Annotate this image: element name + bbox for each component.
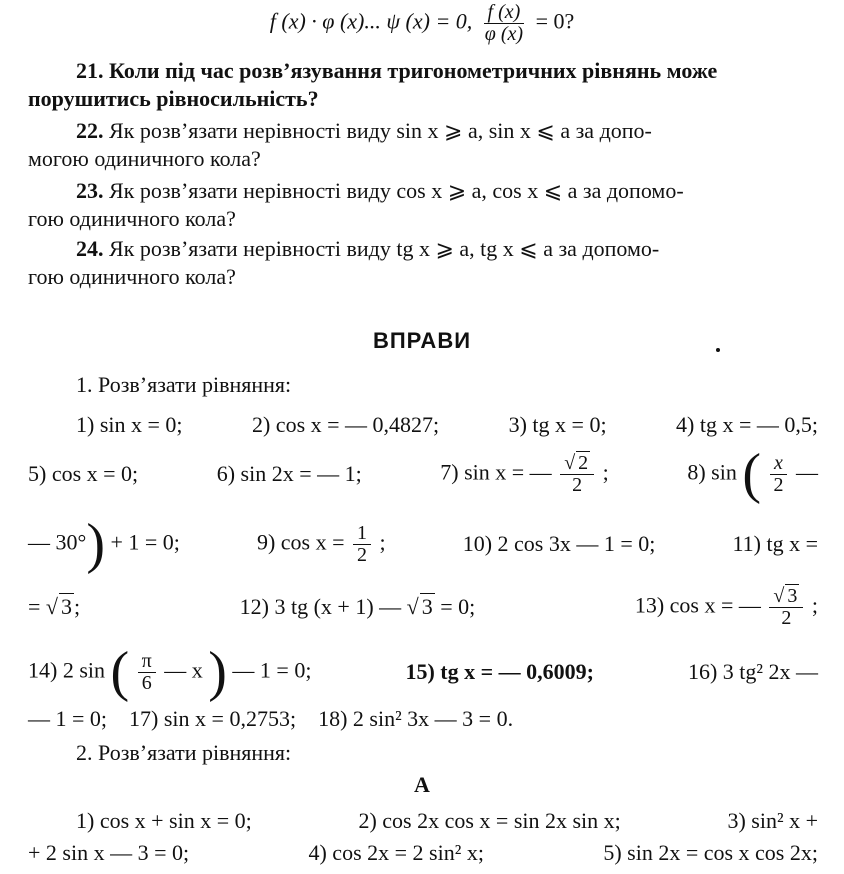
- exercise-1-row-1: 1) sin x = 0; 2) cos x = — 0,4827; 3) tg x = 0; 4) tg x = — 0,5;: [76, 412, 818, 437]
- eq-9: 9) cos x = $\frac{1}{2}$ ;: [256, 521, 386, 566]
- top-fraction: $\frac{f (x)}{\varphi (x)}$: [484, 1, 524, 45]
- exercise-2-title: 2. Розв’язати рівняння:: [76, 740, 292, 765]
- eq-12: 12) 3 tg (x + 1) — √ 3 = 0;: [239, 594, 476, 620]
- exercise-1-row-6: — 1 = 0; 17) sin x = 0,2753; 18) 2 sin² 3x — 3 = 0.: [28, 706, 514, 731]
- question-24: 24. Як розв’язати нерівності виду tg x ⩾ a, tg x ⩽ a за допомо-: [76, 236, 660, 261]
- exercise-1-row-2: 5) cos x = 0; 6) sin 2x = — 1; 7) sin x = — $\frac{√ 2}{2}$ ; 8) sin ( $\frac{x}{2}$ —: [28, 443, 818, 505]
- question-22: 22. Як розв’язати нерівності виду sin x ⩾ a, sin x ⩽ a за допо-: [76, 118, 652, 143]
- question-22-cont: могою одиничного кола?: [28, 146, 261, 171]
- eq-11-cont: = √ 3;: [28, 594, 81, 620]
- exercise-2-row-2: + 2 sin x — 3 = 0; 4) cos 2x = 2 sin² x; 5) sin 2x = cos x cos 2x;: [28, 840, 818, 865]
- question-21-cont: порушитись рівносильність?: [28, 86, 319, 111]
- exercise-2-row-1: 1) cos x + sin x = 0; 2) cos 2x cos x = sin 2x sin x; 3) sin² x +: [76, 808, 818, 833]
- exercise-1-row-5: 14) 2 sin ( $\frac{\pi}{6}$ — x ) — 1 = 0; 15) tg x = — 0,6009; 16) 3 tg² 2x —: [28, 641, 818, 703]
- print-speck: [716, 348, 720, 352]
- eq-8-cont: — 30°) + 1 = 0;: [28, 513, 180, 575]
- question-23-cont: гою одиничного кола?: [28, 206, 236, 231]
- eq-14: 14) 2 sin ( $\frac{\pi}{6}$ — x ) — 1 = 0;: [28, 641, 312, 703]
- exercise-1-row-3: — 30°) + 1 = 0; 9) cos x = $\frac{1}{2}$ ; 10) 2 cos 3x — 1 = 0; 11) tg x =: [28, 513, 818, 575]
- top-formula: f (x) · φ (x)... ψ (x) = 0, $\frac{f (x)}{\varphi (x)}$ = 0?: [269, 1, 575, 45]
- question-21: 21. Коли під час розв’язування тригонометричних рівнянь може: [76, 58, 718, 83]
- eq-13: 13) cos x = — $\frac{√ 3}{2}$ ;: [634, 585, 818, 629]
- exercise-1-title: 1. Розв’язати рівняння:: [76, 372, 292, 397]
- exercises-heading: ВПРАВИ: [372, 328, 472, 353]
- question-23: 23. Як розв’язати нерівності виду cos x ⩾ a, cos x ⩽ a за допомо-: [76, 178, 684, 203]
- eq-8: 8) sin ( $\frac{x}{2}$ —: [687, 443, 818, 505]
- exercise-2-subheading: А: [414, 772, 430, 797]
- exercise-1-row-4: [28, 586, 818, 629]
- question-24-cont: гою одиничного кола?: [28, 264, 236, 289]
- eq-7: 7) sin x = — $\frac{√ 2}{2}$ ;: [440, 451, 609, 496]
